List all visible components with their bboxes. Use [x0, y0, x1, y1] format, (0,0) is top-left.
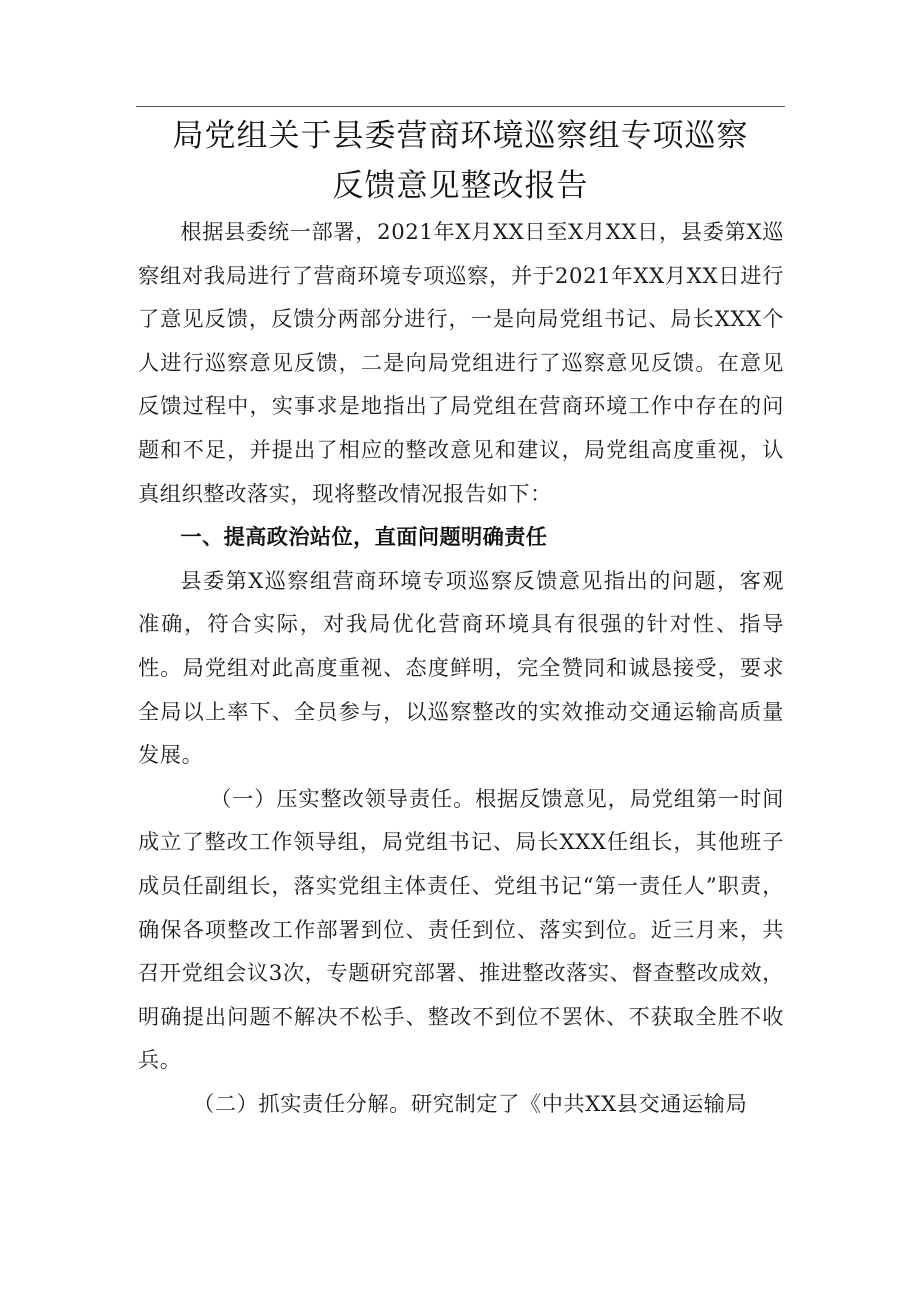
subsection-paragraph-1: （一）压实整改领导责任。根据反馈意见，局党组第一时间成立了整改工作领导组，局党组书记、局长XXX任组长，其他班子成员任副组长，落实党组主体责任、党组书记“第一责任人”职责，确保各项整改工作部署到位、责任到位、落实到位。近三月来，共召开党组会议3次，专题研究部署、推进整改落实、督查整改成效，明确提出问题不解决不松手、整改不到位不罢休、不获取全胜不收兵。: [138, 785, 784, 1073]
section-paragraph: 县委第X巡察组营商环境专项巡察反馈意见指出的问题，客观准确，符合实际，对我局优化营商环境具有很强的针对性、指导性。局党组对此高度重视、态度鲜明，完全赞同和诚恳接受，要求全局以上率下、全员参与，以巡察整改的实效推动交通运输高质量发展。: [138, 567, 784, 768]
document-body: [138, 210, 784, 1125]
document-title-line-1: 局党组关于县委营商环境巡察组专项巡察: [172, 118, 749, 154]
intro-paragraph: 根据县委统一部署，2021年X月XX日至X月XX日，县委第X巡察组对我局进行了营商环境专项巡察，并于2021年XX月XX日进行了意见反馈，反馈分两部分进行，一是向局党组书记、局长XXX个人进行巡察意见反馈，二是向局党组进行了巡察意见反馈。在意见反馈过程中，实事求是地指出了局党组在营商环境工作中存在的问题和不足，并提出了相应的整改意见和建议，局党组高度重视，认真组织整改落实，现将整改情况报告如下：: [138, 219, 784, 506]
section-heading: 一、提高政治站位，直面问题明确责任: [180, 524, 548, 550]
document-title-line-2: 反馈意见整改报告: [332, 168, 589, 204]
header-rule: [136, 106, 785, 107]
subsection-paragraph-2: （二）抓实责任分解。研究制定了《中共XX县交通运输局: [193, 1090, 748, 1116]
